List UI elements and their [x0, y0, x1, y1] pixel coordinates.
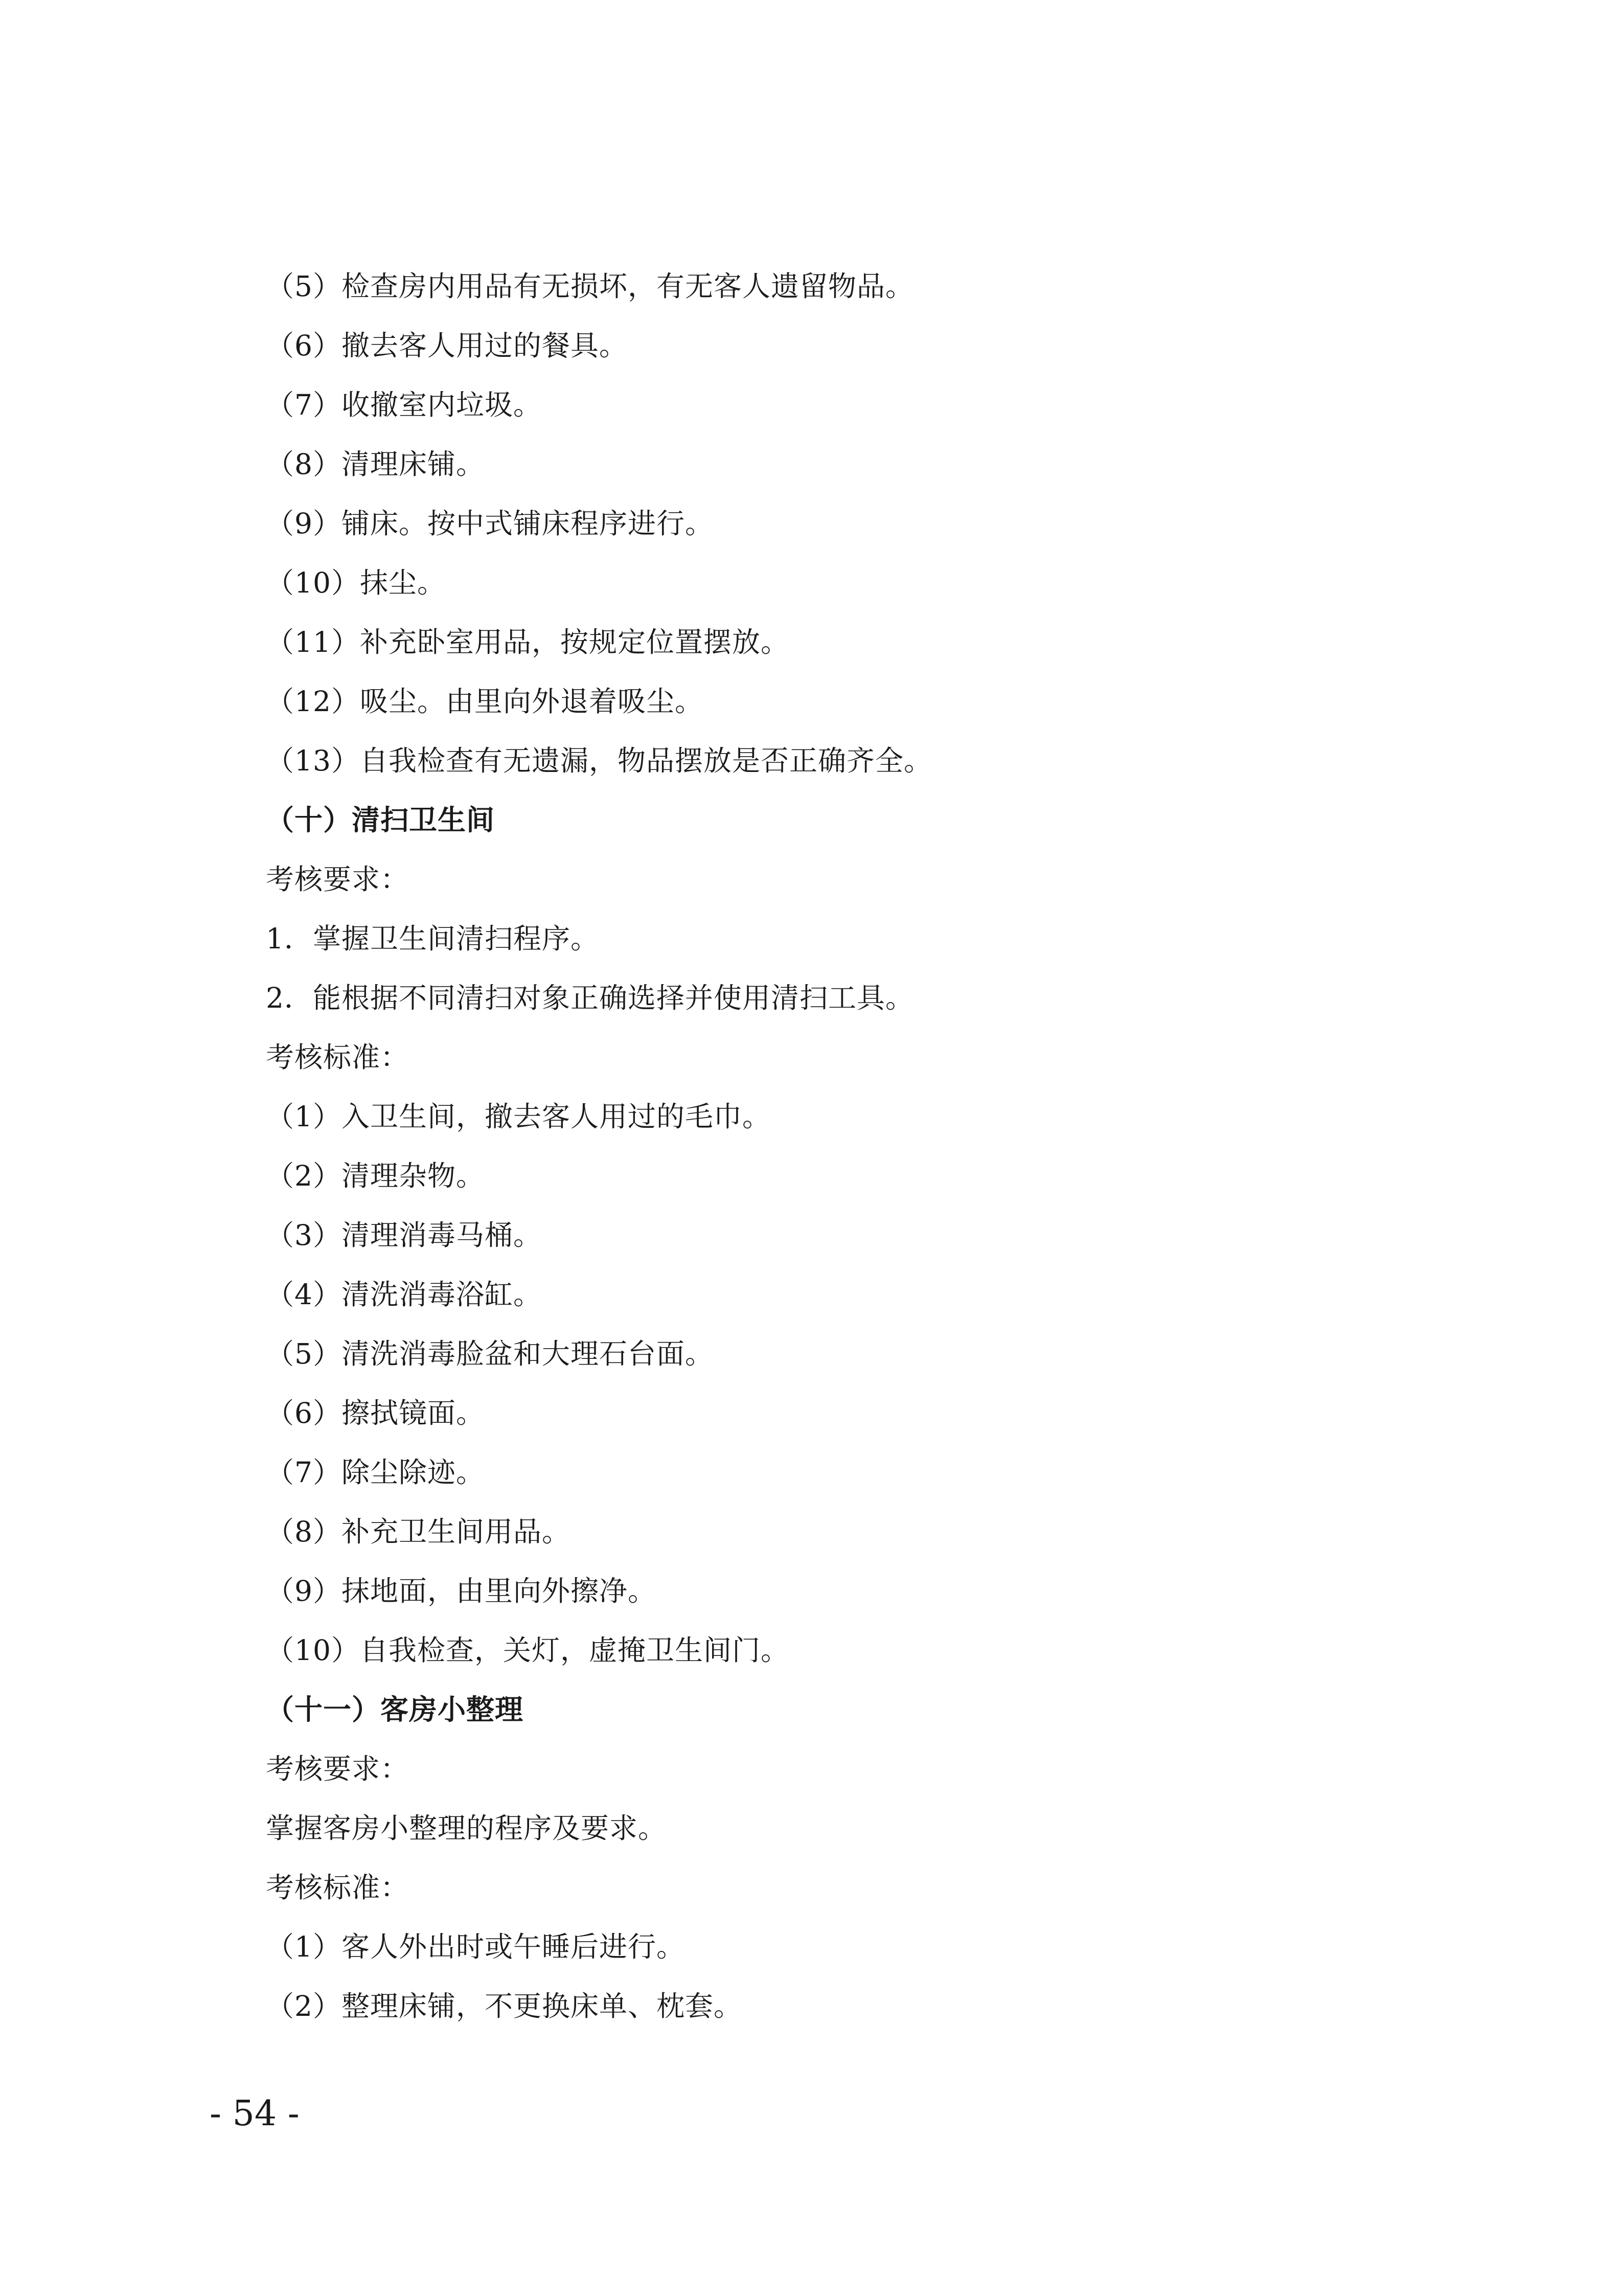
list-item: （7）除尘除迹。	[266, 1456, 485, 1489]
list-item: （7）收撤室内垃圾。	[266, 389, 542, 421]
list-item: 1．掌握卫生间清扫程序。	[266, 922, 599, 955]
list-item: （11）补充卧室用品，按规定位置摆放。	[266, 626, 789, 658]
list-item: （4）清洗消毒浴缸。	[266, 1278, 542, 1311]
list-item: （9）抹地面，由里向外擦净。	[266, 1575, 656, 1607]
list-item: 掌握客房小整理的程序及要求。	[266, 1812, 667, 1845]
list-item: 2．能根据不同清扫对象正确选择并使用清扫工具。	[266, 982, 914, 1014]
standards-label: 考核标准：	[266, 1871, 409, 1904]
page-number: - 54 -	[210, 2094, 300, 2134]
list-item: （10）抹尘。	[266, 566, 446, 599]
requirements-label: 考核要求：	[266, 863, 409, 896]
list-item: （5）清洗消毒脸盆和大理石台面。	[266, 1337, 714, 1370]
list-item: （6）撤去客人用过的餐具。	[266, 329, 628, 362]
list-item: （8）清理床铺。	[266, 448, 485, 481]
list-item: （3）清理消毒马桶。	[266, 1219, 542, 1252]
list-item: （5）检查房内用品有无损坏，有无客人遗留物品。	[266, 270, 914, 303]
list-item: （6）擦拭镜面。	[266, 1397, 485, 1429]
list-item: （8）补充卫生间用品。	[266, 1515, 570, 1548]
list-item: （9）铺床。按中式铺床程序进行。	[266, 507, 714, 540]
list-item: （13）自我检查有无遗漏，物品摆放是否正确齐全。	[266, 744, 932, 777]
section-heading: （十一）客房小整理	[266, 1693, 524, 1726]
requirements-label: 考核要求：	[266, 1753, 409, 1785]
standards-label: 考核标准：	[266, 1041, 409, 1074]
list-item: （10）自我检查，关灯，虚掩卫生间门。	[266, 1634, 789, 1667]
list-item: （12）吸尘。由里向外退着吸尘。	[266, 685, 703, 718]
list-item: （2）整理床铺，不更换床单、枕套。	[266, 1990, 742, 2022]
list-item: （1）客人外出时或午睡后进行。	[266, 1930, 685, 1963]
list-item: （1）入卫生间，撤去客人用过的毛巾。	[266, 1100, 771, 1133]
list-item: （2）清理杂物。	[266, 1160, 485, 1192]
section-heading: （十）清扫卫生间	[266, 804, 495, 836]
